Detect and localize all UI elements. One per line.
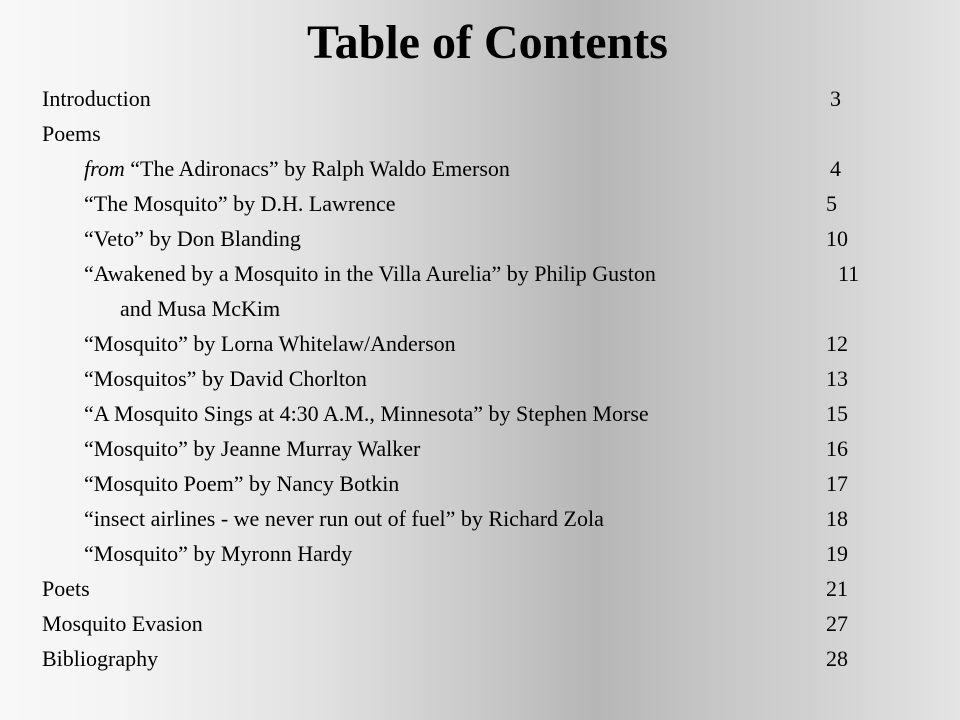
toc-entry-title: “Mosquito” by Myronn Hardy [84, 541, 353, 566]
toc-entry-page: 10 [826, 226, 848, 251]
toc-entry-mosquito-hardy [0, 536, 960, 571]
toc-entry-awakened-continued [0, 291, 960, 326]
toc-entry-page: 12 [826, 331, 848, 356]
toc-entry-title [84, 151, 510, 186]
toc-entry-title: “A Mosquito Sings at 4:30 A.M., Minnesota” by Stephen Morse [84, 401, 649, 426]
toc-entry-mosquito-evasion [0, 606, 960, 641]
toc-entry-page: 3 [830, 86, 841, 111]
toc-entry-insect-airlines [0, 501, 960, 536]
toc-entry-title: “Awakened by a Mosquito in the Villa Aurelia” by Philip Guston [84, 261, 656, 286]
toc-entry-title: Poems [42, 121, 101, 146]
toc-entry-mosquito-sings [0, 396, 960, 431]
table-of-contents [0, 81, 960, 676]
toc-entry-title: “insect airlines - we never run out of fuel” by Richard Zola [84, 506, 604, 531]
toc-entry-veto [0, 221, 960, 256]
toc-entry-introduction [0, 81, 960, 116]
toc-entry-awakened [0, 256, 960, 291]
toc-entry-page: 5 [826, 191, 837, 216]
toc-entry-title: and Musa McKim [120, 296, 281, 321]
toc-entry-page: 11 [838, 261, 860, 286]
toc-entry-poets [0, 571, 960, 606]
toc-entry-prefix: from [84, 156, 125, 181]
toc-entry-page: 21 [826, 576, 848, 601]
page-title: Table of Contents [307, 16, 668, 69]
toc-entry-page: 13 [826, 366, 848, 391]
toc-entry-mosquito-poem [0, 466, 960, 501]
toc-entry-title: Mosquito Evasion [42, 611, 203, 636]
toc-entry-title: “Mosquito” by Jeanne Murray Walker [84, 436, 421, 461]
toc-entry-mosquito-whitelaw [0, 326, 960, 361]
toc-entry-title: “Mosquitos” by David Chorlton [84, 366, 367, 391]
toc-entry-title: “The Mosquito” by D.H. Lawrence [84, 191, 396, 216]
toc-entry-title: Introduction [42, 86, 151, 111]
toc-entry-title-text: “The Adironacs” by Ralph Waldo Emerson [124, 156, 510, 181]
toc-entry-poems [0, 116, 960, 151]
toc-entry-adironacs [0, 151, 960, 186]
toc-entry-title: “Veto” by Don Blanding [84, 226, 301, 251]
toc-entry-the-mosquito [0, 186, 960, 221]
toc-entry-title: Poets [42, 576, 90, 601]
toc-entry-mosquito-walker [0, 431, 960, 466]
toc-entry-page: 15 [826, 401, 848, 426]
toc-entry-title: “Mosquito” by Lorna Whitelaw/Anderson [84, 331, 456, 356]
toc-entry-page: 4 [830, 156, 841, 181]
toc-entry-page: 28 [826, 646, 848, 671]
toc-entry-page: 19 [826, 541, 848, 566]
toc-entry-bibliography [0, 641, 960, 676]
toc-entry-title: “Mosquito Poem” by Nancy Botkin [84, 471, 400, 496]
toc-entry-page: 16 [826, 436, 848, 461]
toc-entry-title: Bibliography [42, 646, 159, 671]
toc-entry-mosquitos [0, 361, 960, 396]
toc-entry-page: 18 [826, 506, 848, 531]
toc-entry-page: 17 [826, 471, 848, 496]
toc-entry-page: 27 [826, 611, 848, 636]
